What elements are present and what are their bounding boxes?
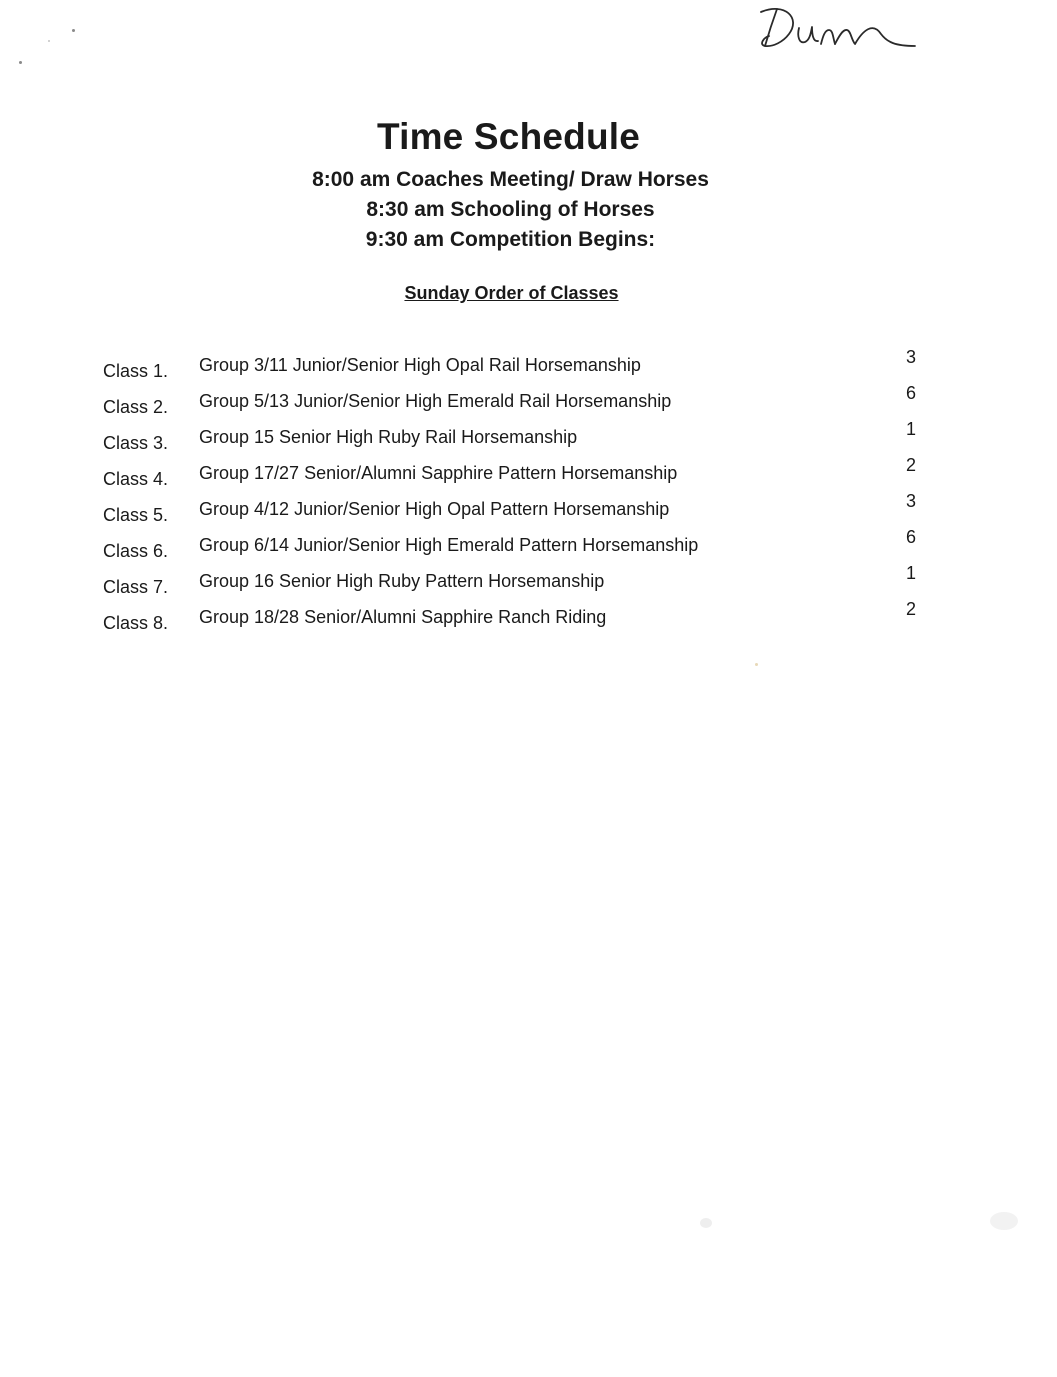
schedule-line-schooling: 8:30 am Schooling of Horses	[366, 198, 655, 221]
class-number: Class 6.	[103, 541, 169, 561]
class-row-3	[0, 419, 1057, 457]
class-count: 2	[906, 599, 917, 619]
class-row-5	[0, 491, 1057, 529]
class-number: Class 2.	[103, 397, 169, 417]
class-description: Group 5/13 Junior/Senior High Emerald Rail Horsemanship	[199, 391, 672, 411]
class-count: 6	[906, 527, 917, 547]
class-number: Class 5.	[103, 505, 169, 525]
class-description: Group 15 Senior High Ruby Rail Horsemanship	[199, 427, 578, 447]
schedule-line-coaches-meeting: 8:00 am Coaches Meeting/ Draw Horses	[312, 168, 709, 191]
class-row-1	[0, 347, 1057, 385]
class-count: 6	[906, 383, 917, 403]
class-description: Group 18/28 Senior/Alumni Sapphire Ranch Riding	[199, 607, 607, 627]
section-heading: Sunday Order of Classes	[404, 283, 619, 303]
scan-speck	[700, 1218, 712, 1228]
class-count: 1	[906, 419, 917, 439]
class-number: Class 1.	[103, 361, 169, 381]
scan-speck	[990, 1212, 1018, 1230]
class-description: Group 16 Senior High Ruby Pattern Horsemanship	[199, 571, 605, 591]
class-number: Class 7.	[103, 577, 169, 597]
class-number: Class 4.	[103, 469, 169, 489]
class-count: 3	[906, 347, 917, 367]
class-row-6	[0, 527, 1057, 565]
class-description: Group 4/12 Junior/Senior High Opal Pattern Horsemanship	[199, 499, 670, 519]
class-number: Class 8.	[103, 613, 169, 633]
schedule-line-competition: 9:30 am Competition Begins:	[365, 228, 656, 251]
class-row-8	[0, 599, 1057, 637]
class-count: 3	[906, 491, 917, 511]
class-count: 2	[906, 455, 917, 475]
class-row-4	[0, 455, 1057, 493]
class-description: Group 6/14 Junior/Senior High Emerald Pattern Horsemanship	[199, 535, 699, 555]
class-count: 1	[906, 563, 917, 583]
class-row-7	[0, 563, 1057, 601]
page-title: Time Schedule	[376, 116, 641, 157]
class-row-2	[0, 383, 1057, 421]
class-number: Class 3.	[103, 433, 169, 453]
class-description: Group 17/27 Senior/Alumni Sapphire Pattern Horsemanship	[199, 463, 678, 483]
class-description: Group 3/11 Junior/Senior High Opal Rail Horsemanship	[199, 355, 641, 375]
